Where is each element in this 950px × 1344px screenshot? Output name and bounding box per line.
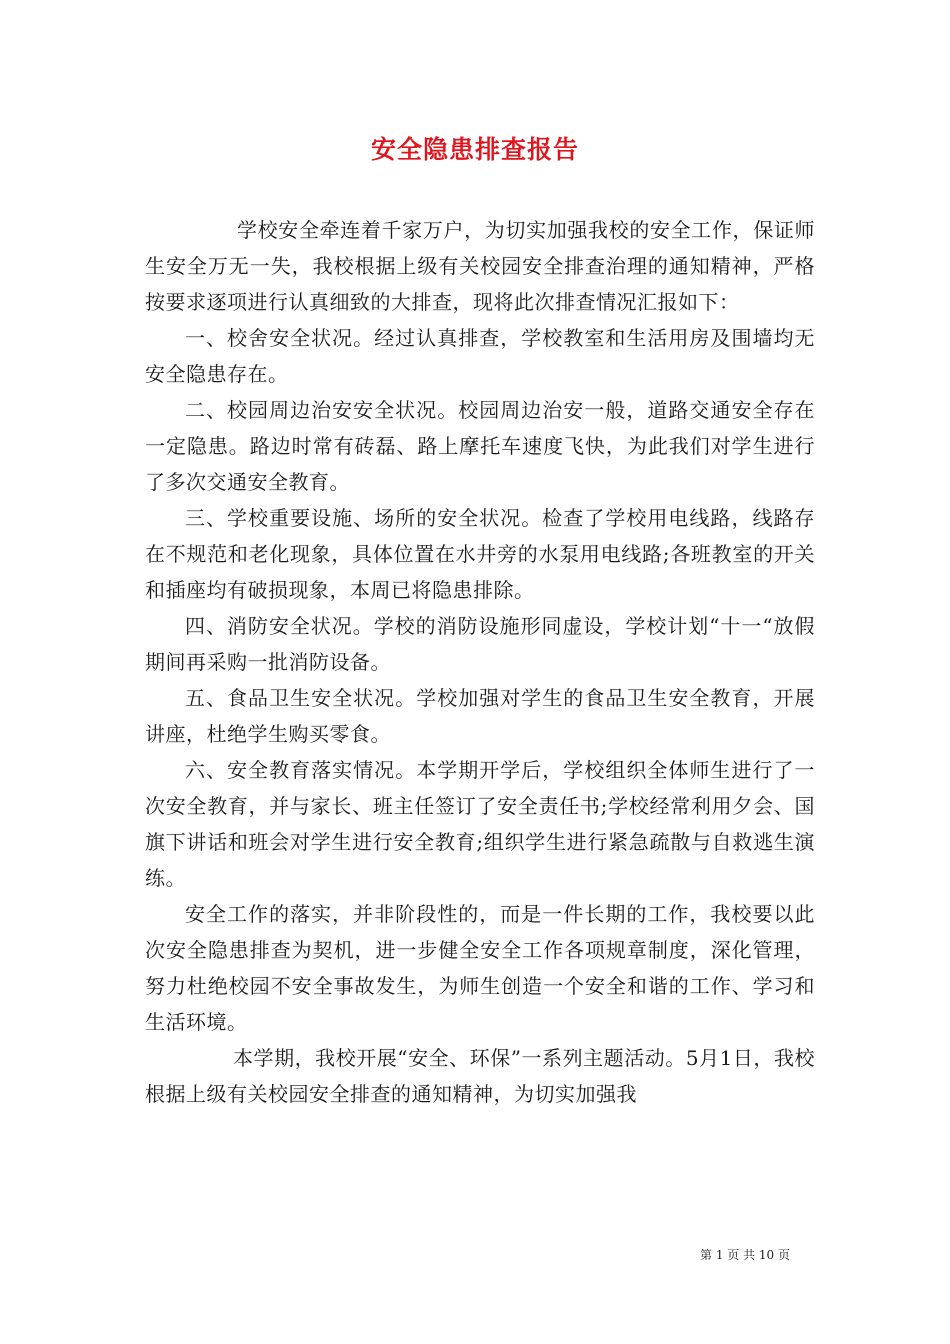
document-title: 安全隐患排查报告 bbox=[370, 135, 579, 164]
paragraph-food-hygiene: 五、食品卫生安全状况。学校加强对学生的食品卫生安全教育，开展讲座，杜绝学生购买零食。 bbox=[145, 686, 815, 746]
paragraph-conclusion: 安全工作的落实，并非阶段性的，而是一件长期的工作，我校要以此次安全隐患排查为契机，进一步健全安全工作各项规章制度，深化管理，努力杜绝校园不安全事故发生，为师生创造一个安全和谐的工作、学习和生活环境。 bbox=[145, 902, 815, 1034]
paragraph-safety-education: 六、安全教育落实情况。本学期开学后，学校组织全体师生进行了一次安全教育，并与家长、班主任签订了安全责任书;学校经常利用夕会、国旗下讲话和班会对学生进行安全教育;组织学生进行紧急疏散与自救逃生演练。 bbox=[145, 758, 815, 890]
paragraph-fire-safety: 四、消防安全状况。学校的消防设施形同虚设，学校计划“十一“放假期间再采购一批消防设备。 bbox=[145, 614, 815, 674]
page-number: 第 1 页 共 10 页 bbox=[700, 1248, 790, 1262]
paragraph-semester-activities: 本学期，我校开展“安全、环保”一系列主题活动。5月1日，我校根据上级有关校园安全排查的通知精神，为切实加强我 bbox=[145, 1046, 815, 1106]
paragraph-school-buildings: 一、校舍安全状况。经过认真排查，学校教室和生活用房及围墙均无安全隐患存在。 bbox=[145, 326, 815, 386]
document-body bbox=[145, 212, 815, 1112]
paragraph-facilities: 三、学校重要设施、场所的安全状况。检查了学校用电线路，线路存在不规范和老化现象，具体位置在水井旁的水泵用电线路;各班教室的开关和插座均有破损现象，本周已将隐患排除。 bbox=[145, 506, 815, 602]
paragraph-intro: 学校安全牵连着千家万户，为切实加强我校的安全工作，保证师生安全万无一失，我校根据上级有关校园安全排查治理的通知精神，严格按要求逐项进行认真细致的大排查，现将此次排查情况汇报如下： bbox=[145, 218, 815, 314]
paragraph-campus-surroundings: 二、校园周边治安安全状况。校园周边治安一般，道路交通安全存在一定隐患。路边时常有砖磊、路上摩托车速度飞快，为此我们对学生进行了多次交通安全教育。 bbox=[145, 398, 815, 494]
